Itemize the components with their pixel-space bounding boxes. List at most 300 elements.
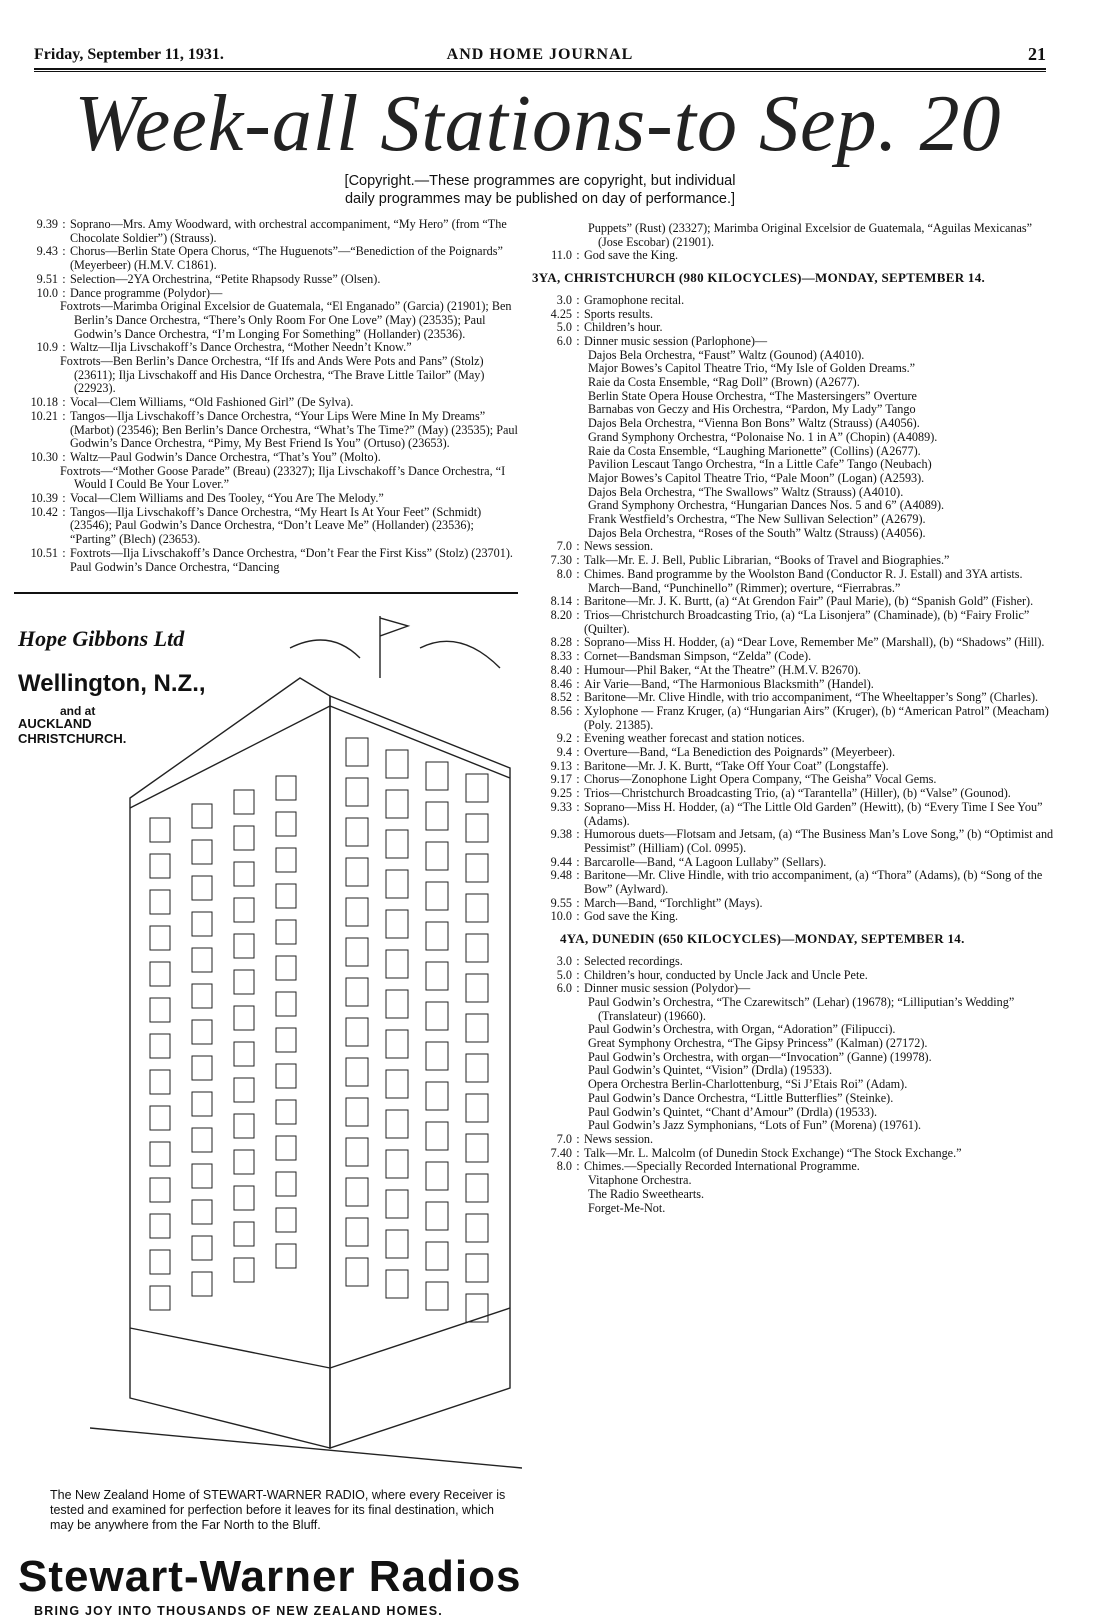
- programme-item: [532, 691, 1058, 705]
- programme-item: Paul Godwin’s Orchestra, with Organ, “Adoration” (Filipucci).: [588, 1022, 896, 1037]
- programme-item: Foxtrots—Ben Berlin’s Dance Orchestra, “If Ifs and Ands Were Pots and Pans” (Stolz) (23611); Ilja Livschakoff and His Dance Orchestra, “The Brave Little Tailor” (May) (22923).: [60, 354, 485, 396]
- building-window: [150, 1070, 170, 1094]
- programme-time: 8.56: [550, 703, 572, 718]
- building-window: [426, 1122, 448, 1150]
- header-rule: [34, 71, 1046, 72]
- programme-time: 10.0: [550, 909, 572, 924]
- branch-auckland: AUCKLAND: [18, 716, 92, 731]
- time-separator: :: [576, 539, 580, 554]
- programme-time: 5.0: [556, 320, 572, 335]
- building-window: [386, 1230, 408, 1258]
- programme-time: 8.0: [556, 1159, 572, 1174]
- building-window: [386, 1190, 408, 1218]
- programme-description: Chorus—Berlin State Opera Chorus, “The Huguenots”—“Benediction of the Poignards” (Meyerbeer) (H.M.V. C1861).: [70, 244, 503, 273]
- programme-item: [532, 732, 1058, 746]
- programme-item: Paul Godwin’s Orchestra, “The Czarewitsch” (Lehar) (19678); “Lilliputian’s Wedding” (Translateur) (19660).: [588, 994, 1015, 1023]
- schedule-3ya: [532, 294, 1058, 924]
- building-window: [346, 818, 368, 846]
- building-window: [276, 884, 296, 908]
- programme-description: Humorous duets—Flotsam and Jetsam, (a) “The Business Man’s Love Song,” (b) “Optimist and Pessimist” (Hilliam) (Col. 0995).: [584, 827, 1054, 855]
- building-window: [192, 1236, 212, 1260]
- building-window: [346, 1178, 368, 1206]
- right-column-programme: [532, 222, 1058, 1215]
- programme-item: [532, 955, 1058, 969]
- programme-item: [532, 664, 1058, 678]
- programme-time: 8.33: [550, 649, 572, 664]
- building-window: [192, 1128, 212, 1152]
- programme-time: 8.46: [550, 676, 572, 691]
- programme-time: 9.25: [550, 786, 572, 801]
- building-window: [192, 1272, 212, 1296]
- building-window: [150, 818, 170, 842]
- programme-item: [532, 869, 1058, 896]
- time-separator: :: [62, 285, 66, 300]
- programme-item: March—Band, “Punchinello” (Rimmer); overture, “Fierrabras.”: [588, 580, 901, 595]
- programme-item: Dajos Bela Orchestra, “Vienna Bon Bons” Waltz (Strauss) (A4056).: [588, 416, 920, 431]
- programme-item: Puppets” (Rust) (23327); Marimba Original Excelsior de Guatemala, “Aguilas Mexicanas” (Jose Escobar) (21901).: [588, 221, 1033, 249]
- building-window: [386, 1070, 408, 1098]
- programme-item: [532, 568, 1058, 582]
- time-separator: :: [576, 745, 580, 760]
- programme-time: 8.52: [550, 690, 572, 705]
- and-at-label: and at: [60, 704, 96, 718]
- building-window: [426, 802, 448, 830]
- programme-item: [14, 547, 520, 574]
- building-window: [234, 970, 254, 994]
- copyright-notice: [290, 172, 790, 208]
- page-header: [34, 44, 1046, 70]
- building-window: [276, 1100, 296, 1124]
- programme-item: [532, 982, 1058, 996]
- building-window: [192, 912, 212, 936]
- building-window: [426, 1042, 448, 1070]
- programme-item: [532, 801, 1058, 828]
- programme-description: Vocal—Clem Williams and Des Tooley, “You Are The Melody.”: [70, 491, 384, 506]
- building-window: [234, 1078, 254, 1102]
- building-window: [426, 842, 448, 870]
- time-separator: :: [62, 504, 66, 519]
- building-window: [192, 876, 212, 900]
- time-separator: :: [62, 408, 66, 423]
- programme-time: 10.9: [36, 340, 58, 355]
- building-window: [426, 922, 448, 950]
- branch-christchurch: CHRISTCHURCH.: [18, 731, 127, 746]
- header-page-number: 21: [1028, 44, 1046, 64]
- building-window: [386, 950, 408, 978]
- building-window: [234, 898, 254, 922]
- time-separator: :: [62, 340, 66, 355]
- programme-time: 8.0: [556, 566, 572, 581]
- programme-item: Grand Symphony Orchestra, “Hungarian Dances Nos. 5 and 6” (A4089).: [588, 498, 945, 513]
- time-separator: :: [576, 868, 580, 883]
- programme-time: 7.0: [556, 1132, 572, 1146]
- programme-item: Grand Symphony Orchestra, “Polonaise No. 1 in A” (Chopin) (A4089).: [588, 429, 938, 444]
- page-title: Week-all Stations-to Sep. 20: [74, 80, 1002, 168]
- building-window: [150, 1034, 170, 1058]
- programme-item: [14, 410, 520, 451]
- copyright-line: [Copyright.—These programmes are copyright, but individual: [344, 173, 736, 189]
- programme-item: [532, 969, 1058, 983]
- building-window: [426, 1082, 448, 1110]
- copyright-line: daily programmes may be published on day of performance.]: [344, 191, 736, 207]
- programme-item: Foxtrots—“Mother Goose Parade” (Breau) (23327); Ilja Livschakoff’s Dance Orchestra, “I Would I Could Be Your Lover.”: [60, 463, 506, 492]
- building-window: [150, 962, 170, 986]
- brand-slogan: BRING JOY INTO THOUSANDS OF NEW ZEALAND HOMES.: [34, 1604, 443, 1618]
- building-window: [192, 984, 212, 1008]
- programme-description: Overture—Band, “La Benediction des Poignards” (Meyerbeer).: [584, 745, 896, 760]
- programme-description: Dinner music session (Polydor)—: [584, 981, 751, 996]
- building-window: [346, 1058, 368, 1086]
- programme-description: Vocal—Clem Williams, “Old Fashioned Girl” (De Sylva).: [70, 395, 354, 410]
- building-window: [150, 926, 170, 950]
- building-window: [192, 840, 212, 864]
- programme-item: [14, 245, 520, 272]
- programme-item: [532, 609, 1058, 636]
- building-window: [150, 890, 170, 914]
- programme-description: March—Band, “Torchlight” (Mays).: [584, 895, 763, 910]
- building-window: [276, 1172, 296, 1196]
- programme-description: News session.: [584, 539, 654, 554]
- programme-time: 9.17: [550, 772, 572, 787]
- brand-name: Stewart-Warner Radios: [18, 1552, 522, 1601]
- schedule-4ya: [532, 955, 1058, 1215]
- programme-description: Gramophone recital.: [584, 292, 685, 307]
- time-separator: :: [576, 909, 580, 924]
- building-window: [346, 1138, 368, 1166]
- building-window: [426, 1282, 448, 1310]
- programme-time: 9.55: [550, 895, 572, 910]
- programme-description: God save the King.: [584, 248, 679, 263]
- building-window: [346, 778, 368, 806]
- continued-items: [532, 222, 1058, 263]
- programme-description: Trios—Christchurch Broadcasting Trio, (a) “La Lisonjera” (Chaminade), (b) “Fairy Frolic” (Quilter).: [584, 607, 1030, 636]
- time-separator: :: [576, 333, 580, 348]
- time-separator: :: [576, 703, 580, 718]
- programme-description: Baritone—Mr. J. K. Burtt, “Take Off Your Coat” (Longstaffe).: [584, 758, 889, 773]
- programme-description: Soprano—Miss H. Hodder, (a) “The Little Old Garden” (Hewitt), (b) “Every Time I See You” (Adams).: [584, 799, 1043, 828]
- building-window: [386, 870, 408, 898]
- time-separator: :: [62, 491, 66, 506]
- programme-item: Paul Godwin’s Quintet, “Vision” (Drdla) (19533).: [588, 1063, 832, 1078]
- programme-description: Trios—Christchurch Broadcasting Trio, (a) “Tarantella” (Hiller), (b) “Valse” (Gounod).: [584, 786, 1011, 801]
- building-window: [234, 1006, 254, 1030]
- time-separator: :: [576, 772, 580, 787]
- building-window: [466, 1094, 488, 1122]
- building-illustration: [90, 608, 522, 1478]
- time-separator: :: [576, 306, 580, 321]
- time-separator: :: [62, 449, 66, 464]
- building-window: [346, 978, 368, 1006]
- time-separator: :: [576, 566, 580, 581]
- time-separator: :: [576, 594, 580, 609]
- programme-item: [532, 705, 1058, 732]
- time-separator: :: [576, 553, 580, 568]
- time-separator: :: [576, 320, 580, 335]
- programme-time: 10.21: [30, 408, 58, 423]
- programme-description: Humour—Phil Baker, “At the Theatre” (H.M.V. B2670).: [584, 662, 861, 677]
- programme-description: Talk—Mr. L. Malcolm (of Dunedin Stock Exchange) “The Stock Exchange.”: [584, 1145, 962, 1160]
- time-separator: :: [62, 271, 66, 286]
- programme-time: 9.44: [550, 854, 572, 869]
- programme-item: [532, 308, 1058, 322]
- programme-item: Dajos Bela Orchestra, “Faust” Waltz (Gounod) (A4010).: [588, 347, 865, 362]
- programme-item: [532, 760, 1058, 774]
- programme-description: Soprano—Miss H. Hodder, (a) “Dear Love, Remember Me” (Marshall), (b) “Shadows” (Hill).: [584, 635, 1045, 650]
- programme-time: 8.28: [550, 635, 572, 650]
- building-window: [466, 894, 488, 922]
- building-window: [466, 1214, 488, 1242]
- building-window: [234, 826, 254, 850]
- building-window: [426, 1002, 448, 1030]
- programme-description: Tangos—Ilja Livschakoff’s Dance Orchestra, “My Heart Is At Your Feet” (Schmidt) (23546); Paul Godwin’s Dance Orchestra, “Don’t Leave Me” (Hollander) (23536); “Parting” (Blech) (23653).: [70, 504, 482, 547]
- programme-time: 10.39: [30, 491, 58, 506]
- building-window: [466, 814, 488, 842]
- programme-time: 6.0: [556, 333, 572, 348]
- programme-item: [14, 218, 520, 245]
- building-window: [234, 1042, 254, 1066]
- building-window: [192, 948, 212, 972]
- programme-item: Paul Godwin’s Orchestra, with organ—“Invocation” (Ganne) (19978).: [588, 1049, 932, 1064]
- programme-item: [14, 287, 520, 301]
- section-heading-4ya: 4YA, DUNEDIN (650 KILOCYCLES)—MONDAY, SEPTEMBER 14.: [560, 931, 965, 947]
- programme-description: Baritone—Mr. Clive Hindle, with trio accompaniment, (a) “Thora” (Adams), (b) “Song of the Bow” (Aylward).: [584, 868, 1043, 897]
- programme-item: Paul Godwin’s Dance Orchestra, “Little Butterflies” (Steinke).: [588, 1090, 894, 1105]
- building-window: [276, 1136, 296, 1160]
- programme-item: [532, 1147, 1058, 1161]
- building-window: [386, 1110, 408, 1138]
- building-window: [346, 898, 368, 926]
- programme-description: Dinner music session (Parlophone)—: [584, 333, 768, 348]
- programme-description: Dance programme (Polydor)—: [70, 285, 223, 300]
- time-separator: :: [576, 981, 580, 996]
- programme-item: Vitaphone Orchestra.: [588, 1173, 692, 1188]
- programme-time: 11.0: [551, 248, 572, 263]
- programme-description: Barcarolle—Band, “A Lagoon Lullaby” (Sellars).: [584, 854, 827, 869]
- programme-description: Soprano—Mrs. Amy Woodward, with orchestral accompaniment, “My Hero” (from “The Chocolate Soldier”) (Strauss).: [70, 217, 507, 245]
- programme-item: [532, 294, 1058, 308]
- building-window: [276, 1208, 296, 1232]
- programme-time: 10.51: [30, 545, 58, 560]
- programme-description: Xylophone — Franz Kruger, (a) “Hungarian Airs” (Kruger), (b) “American Patrol” (Meacham) (Poly. 21385).: [584, 703, 1049, 732]
- programme-description: Talk—Mr. E. J. Bell, Public Librarian, “Books of Travel and Biographies.”: [584, 553, 950, 568]
- programme-time: 3.0: [556, 292, 572, 307]
- building-window: [346, 1258, 368, 1286]
- advertiser-logo: Hope Gibbons Ltd: [18, 626, 185, 651]
- programme-item: [532, 335, 1058, 349]
- building-window: [386, 990, 408, 1018]
- time-separator: :: [576, 758, 580, 773]
- programme-time: 10.30: [30, 449, 58, 464]
- building-window: [346, 1098, 368, 1126]
- building-window: [276, 776, 296, 800]
- programme-item: [14, 451, 520, 465]
- programme-time: 9.2: [556, 731, 572, 746]
- programme-item: [532, 1160, 1058, 1174]
- programme-item: [532, 540, 1058, 554]
- time-separator: :: [62, 217, 66, 231]
- programme-time: 9.43: [36, 244, 58, 259]
- time-separator: :: [576, 607, 580, 622]
- programme-description: Tangos—Ilja Livschakoff’s Dance Orchestra, “Your Lips Were Mine In My Dreams” (Marbot) (23546); Ben Berlin’s Dance Orchestra, “What’s The Time?” (May) (23535); Paul Godwin’s Dance Orchestra, “Pimy, My Best Friend Is You” (Ortuso) (23653).: [70, 408, 518, 451]
- programme-time: 9.33: [550, 799, 572, 814]
- time-separator: :: [576, 690, 580, 705]
- programme-item: Barnabas von Geczy and His Orchestra, “Pardon, My Lady” Tango: [588, 402, 916, 417]
- programme-time: 4.25: [550, 306, 572, 321]
- building-window: [386, 1150, 408, 1178]
- programme-description: Chorus—Zonophone Light Opera Company, “The Geisha” Vocal Gems.: [584, 772, 937, 787]
- programme-description: Air Varie—Band, “The Harmonious Blacksmith” (Handel).: [584, 676, 874, 691]
- building-window: [386, 910, 408, 938]
- building-window: [426, 882, 448, 910]
- programme-time: 7.0: [556, 539, 572, 554]
- programme-item: Dajos Bela Orchestra, “The Swallows” Waltz (Strauss) (A4010).: [588, 484, 904, 499]
- building-window: [192, 1200, 212, 1224]
- column-divider: [14, 592, 518, 594]
- building-window: [346, 738, 368, 766]
- programme-time: 5.0: [556, 967, 572, 982]
- building-window: [234, 862, 254, 886]
- programme-description: Chimes.—Specially Recorded International Programme.: [584, 1159, 860, 1174]
- programme-description: Cornet—Bandsman Simpson, “Zelda” (Code).: [584, 649, 812, 664]
- advertisement: [14, 598, 522, 1618]
- programme-item: [532, 554, 1058, 568]
- programme-time: 7.30: [550, 553, 572, 568]
- building-window: [426, 962, 448, 990]
- programme-description: Waltz—Paul Godwin’s Dance Orchestra, “That’s You” (Molto).: [70, 449, 381, 464]
- building-window: [276, 848, 296, 872]
- programme-item: Opera Orchestra Berlin-Charlottenburg, “Si J’Etais Roi” (Adam).: [588, 1077, 908, 1092]
- programme-item: Pavilion Lescaut Tango Orchestra, “In a Little Cafe” Tango (Neubach): [588, 457, 932, 472]
- building-window: [466, 1014, 488, 1042]
- programme-item: [532, 249, 1058, 263]
- programme-item: [532, 746, 1058, 760]
- building-window: [150, 1142, 170, 1166]
- programme-item: [532, 636, 1058, 650]
- programme-time: 8.14: [550, 594, 572, 609]
- programme-description: Sports results.: [584, 306, 654, 321]
- advertiser-city: Wellington, N.Z.,: [18, 670, 206, 697]
- building-window: [346, 938, 368, 966]
- time-separator: :: [576, 731, 580, 746]
- building-window: [276, 1064, 296, 1088]
- programme-description: Baritone—Mr. J. K. Burtt, (a) “At Grendon Fair” (Paul Marie), (b) “Spanish Gold” (Fisher).: [584, 594, 1034, 609]
- building-window: [466, 1294, 488, 1322]
- time-separator: :: [576, 895, 580, 910]
- programme-time: 9.39: [36, 217, 58, 231]
- programme-description: Baritone—Mr. Clive Hindle, with trio accompaniment, “The Wheeltapper’s Song” (Charles).: [584, 690, 1039, 705]
- left-column-programme: [14, 218, 520, 574]
- building-window: [386, 750, 408, 778]
- building-window: [150, 1250, 170, 1274]
- programme-item: [14, 492, 520, 506]
- building-window: [150, 1214, 170, 1238]
- programme-item: [14, 396, 520, 410]
- programme-item: [14, 341, 520, 355]
- programme-item: [532, 595, 1058, 609]
- building-window: [192, 1020, 212, 1044]
- building-window: [150, 1106, 170, 1130]
- programme-item: [532, 650, 1058, 664]
- building-window: [426, 1162, 448, 1190]
- programme-item: [532, 1133, 1058, 1147]
- building-window: [150, 1286, 170, 1310]
- section-heading-3ya: 3YA, CHRISTCHURCH (980 KILOCYCLES)—MONDAY, SEPTEMBER 14.: [532, 270, 986, 286]
- building-window: [276, 812, 296, 836]
- building-window: [150, 998, 170, 1022]
- time-separator: :: [576, 799, 580, 814]
- building-window: [466, 934, 488, 962]
- programme-time: 7.40: [550, 1145, 572, 1160]
- building-window: [192, 804, 212, 828]
- programme-time: 8.20: [550, 607, 572, 622]
- building-window: [346, 1018, 368, 1046]
- programme-description: Evening weather forecast and station notices.: [584, 731, 805, 746]
- programme-time: 9.51: [36, 271, 58, 286]
- programme-item: [532, 787, 1058, 801]
- time-separator: :: [576, 1159, 580, 1174]
- programme-item: Major Bowes’s Capitol Theatre Trio, “Pale Moon” (Logan) (A2593).: [588, 470, 925, 485]
- building-window: [346, 1218, 368, 1246]
- time-separator: :: [576, 1132, 580, 1146]
- programme-time: 9.38: [550, 827, 572, 842]
- building-window: [386, 830, 408, 858]
- header-date: Friday, September 11, 1931.: [34, 46, 224, 63]
- programme-time: 3.0: [556, 953, 572, 968]
- programme-item: Raie da Costa Ensemble, “Rag Doll” (Brown) (A2677).: [588, 375, 860, 390]
- time-separator: :: [576, 786, 580, 801]
- programme-description: God save the King.: [584, 909, 679, 924]
- programme-description: News session.: [584, 1132, 654, 1146]
- building-window: [234, 1186, 254, 1210]
- programme-item: [532, 773, 1058, 787]
- time-separator: :: [576, 649, 580, 664]
- building-window: [346, 858, 368, 886]
- programme-item: [532, 897, 1058, 911]
- building-window: [234, 934, 254, 958]
- programme-item: Forget-Me-Not.: [588, 1200, 666, 1215]
- time-separator: :: [576, 827, 580, 842]
- building-window: [276, 1028, 296, 1052]
- programme-description: Children’s hour.: [584, 320, 663, 335]
- programme-description: Foxtrots—Ilja Livschakoff’s Dance Orchestra, “Don’t Fear the First Kiss” (Stolz) (23701). Paul Godwin’s Dance Orchestra, “Dancing: [70, 545, 513, 574]
- programme-time: 9.4: [556, 745, 572, 760]
- programme-item: Paul Godwin’s Quintet, “Chant d’Amour” (Drdla) (19533).: [588, 1104, 878, 1119]
- time-separator: :: [576, 953, 580, 968]
- building-window: [150, 1178, 170, 1202]
- building-window: [386, 790, 408, 818]
- building-window: [426, 1202, 448, 1230]
- building-window: [276, 1244, 296, 1268]
- building-window: [192, 1164, 212, 1188]
- building-window: [426, 762, 448, 790]
- programme-item: Raie da Costa Ensemble, “Laughing Marionette” (Collins) (A2677).: [588, 443, 921, 458]
- building-window: [234, 790, 254, 814]
- programme-description: Waltz—Ilja Livschakoff’s Dance Orchestra, “Mother Needn’t Know.”: [70, 340, 412, 355]
- programme-item: Great Symphony Orchestra, “The Gipsy Princess” (Kalman) (27172).: [588, 1036, 928, 1051]
- programme-time: 10.42: [30, 504, 58, 519]
- programme-time: 9.13: [550, 758, 572, 773]
- programme-time: 9.48: [550, 868, 572, 883]
- time-separator: :: [62, 545, 66, 560]
- programme-item: [14, 273, 520, 287]
- programme-item: Berlin State Opera House Orchestra, “The Mastersingers” Overture: [588, 388, 917, 403]
- programme-description: Selection—2YA Orchestrina, “Petite Rhapsody Russe” (Olsen).: [70, 271, 381, 286]
- programme-item: The Radio Sweethearts.: [588, 1186, 705, 1201]
- programme-item: [532, 321, 1058, 335]
- programme-item: [532, 678, 1058, 692]
- programme-time: 10.0: [36, 285, 58, 300]
- time-separator: :: [576, 292, 580, 307]
